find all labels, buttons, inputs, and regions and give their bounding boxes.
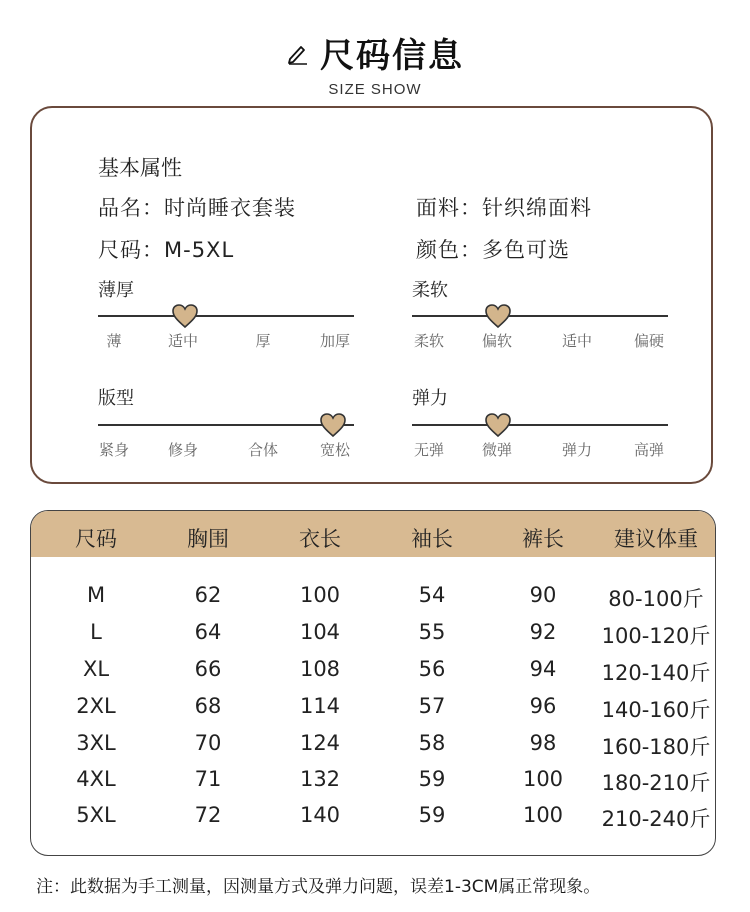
scale-title: 薄厚 (98, 280, 134, 301)
scale-option: 宽松 (319, 441, 351, 459)
table-cell: 132 (299, 767, 341, 791)
table-cell: 100 (299, 583, 341, 607)
scale-option: 偏硬 (633, 332, 665, 350)
size-table-header (31, 511, 715, 557)
table-cell: 124 (299, 731, 341, 755)
scale-option: 紧身 (98, 441, 130, 459)
scale-option: 无弹 (413, 441, 445, 459)
scale-option: 弹力 (561, 441, 593, 459)
fabric: 面料：针织绵面料 (416, 196, 592, 220)
table-cell: 56 (418, 657, 446, 681)
scale-option: 修身 (167, 441, 199, 459)
size-table (30, 510, 716, 856)
scale-option: 薄 (106, 332, 122, 350)
scale-title: 弹力 (412, 388, 448, 409)
table-cell: 100 (522, 803, 564, 827)
table-cell: 90 (529, 583, 557, 607)
page-title: 尺码信息 (320, 36, 464, 76)
header-cell: 尺码 (75, 527, 117, 551)
size-range: 尺码：M-5XL (98, 238, 235, 262)
table-cell: 62 (194, 583, 222, 607)
table-cell: 100 (522, 767, 564, 791)
product-name: 品名：时尚睡衣套装 (98, 196, 296, 220)
table-cell: 58 (418, 731, 446, 755)
table-cell: 4XL (76, 767, 116, 791)
pencil-icon (286, 41, 310, 65)
scale-track (412, 315, 668, 317)
heart-icon (319, 412, 347, 438)
header-cell: 建议体重 (614, 527, 698, 551)
table-cell: 80-100斤 (608, 587, 704, 611)
heart-icon (171, 303, 199, 329)
table-cell: 104 (299, 620, 341, 644)
table-cell: 71 (194, 767, 222, 791)
table-cell: 59 (418, 803, 446, 827)
header-cell: 衣长 (299, 527, 341, 551)
scale-track (412, 424, 668, 426)
header-cell: 袖长 (411, 527, 453, 551)
scale-option: 加厚 (319, 332, 351, 350)
table-cell: M (86, 583, 106, 607)
table-cell: 94 (529, 657, 557, 681)
table-cell: 3XL (76, 731, 116, 755)
table-cell: XL (82, 657, 110, 681)
table-cell: 66 (194, 657, 222, 681)
scale-title: 柔软 (412, 280, 448, 301)
scale-option: 厚 (255, 332, 271, 350)
table-cell: 68 (194, 694, 222, 718)
scale-option: 偏软 (481, 332, 513, 350)
scale-option: 适中 (167, 332, 199, 350)
table-cell: 57 (418, 694, 446, 718)
table-cell: 108 (299, 657, 341, 681)
table-cell: 180-210斤 (601, 771, 711, 795)
table-cell: 114 (299, 694, 341, 718)
table-cell: 120-140斤 (601, 661, 711, 685)
scale-track (98, 315, 354, 317)
scale-option: 高弹 (633, 441, 665, 459)
table-cell: 92 (529, 620, 557, 644)
scale-option: 适中 (561, 332, 593, 350)
table-cell: 70 (194, 731, 222, 755)
table-cell: 96 (529, 694, 557, 718)
table-cell: 55 (418, 620, 446, 644)
header-cell: 胸围 (187, 527, 229, 551)
scale-option: 柔软 (413, 332, 445, 350)
table-cell: 100-120斤 (601, 624, 711, 648)
table-cell: 54 (418, 583, 446, 607)
table-cell: 140 (299, 803, 341, 827)
heart-icon (484, 412, 512, 438)
scale-track (98, 424, 354, 426)
table-cell: 59 (418, 767, 446, 791)
measurement-note: 注：此数据为手工测量，因测量方式及弹力问题，误差1-3CM属正常现象。 (36, 877, 601, 897)
title-row (0, 28, 750, 77)
table-cell: 140-160斤 (601, 698, 711, 722)
attributes-panel (30, 106, 713, 484)
table-cell: 5XL (76, 803, 116, 827)
scale-title: 版型 (98, 388, 134, 409)
page-header (0, 28, 750, 98)
scale-option: 微弹 (481, 441, 513, 459)
table-cell: 98 (529, 731, 557, 755)
header-cell: 裤长 (522, 527, 564, 551)
table-cell: L (90, 620, 102, 644)
color-info: 颜色：多色可选 (416, 238, 570, 262)
table-cell: 210-240斤 (601, 807, 711, 831)
table-cell: 64 (194, 620, 222, 644)
table-cell: 160-180斤 (601, 735, 711, 759)
table-cell: 72 (194, 803, 222, 827)
section-title: 基本属性 (98, 156, 182, 180)
heart-icon (484, 303, 512, 329)
scale-option: 合体 (247, 441, 279, 459)
page-subtitle: SIZE SHOW (328, 81, 422, 98)
table-cell: 2XL (76, 694, 116, 718)
